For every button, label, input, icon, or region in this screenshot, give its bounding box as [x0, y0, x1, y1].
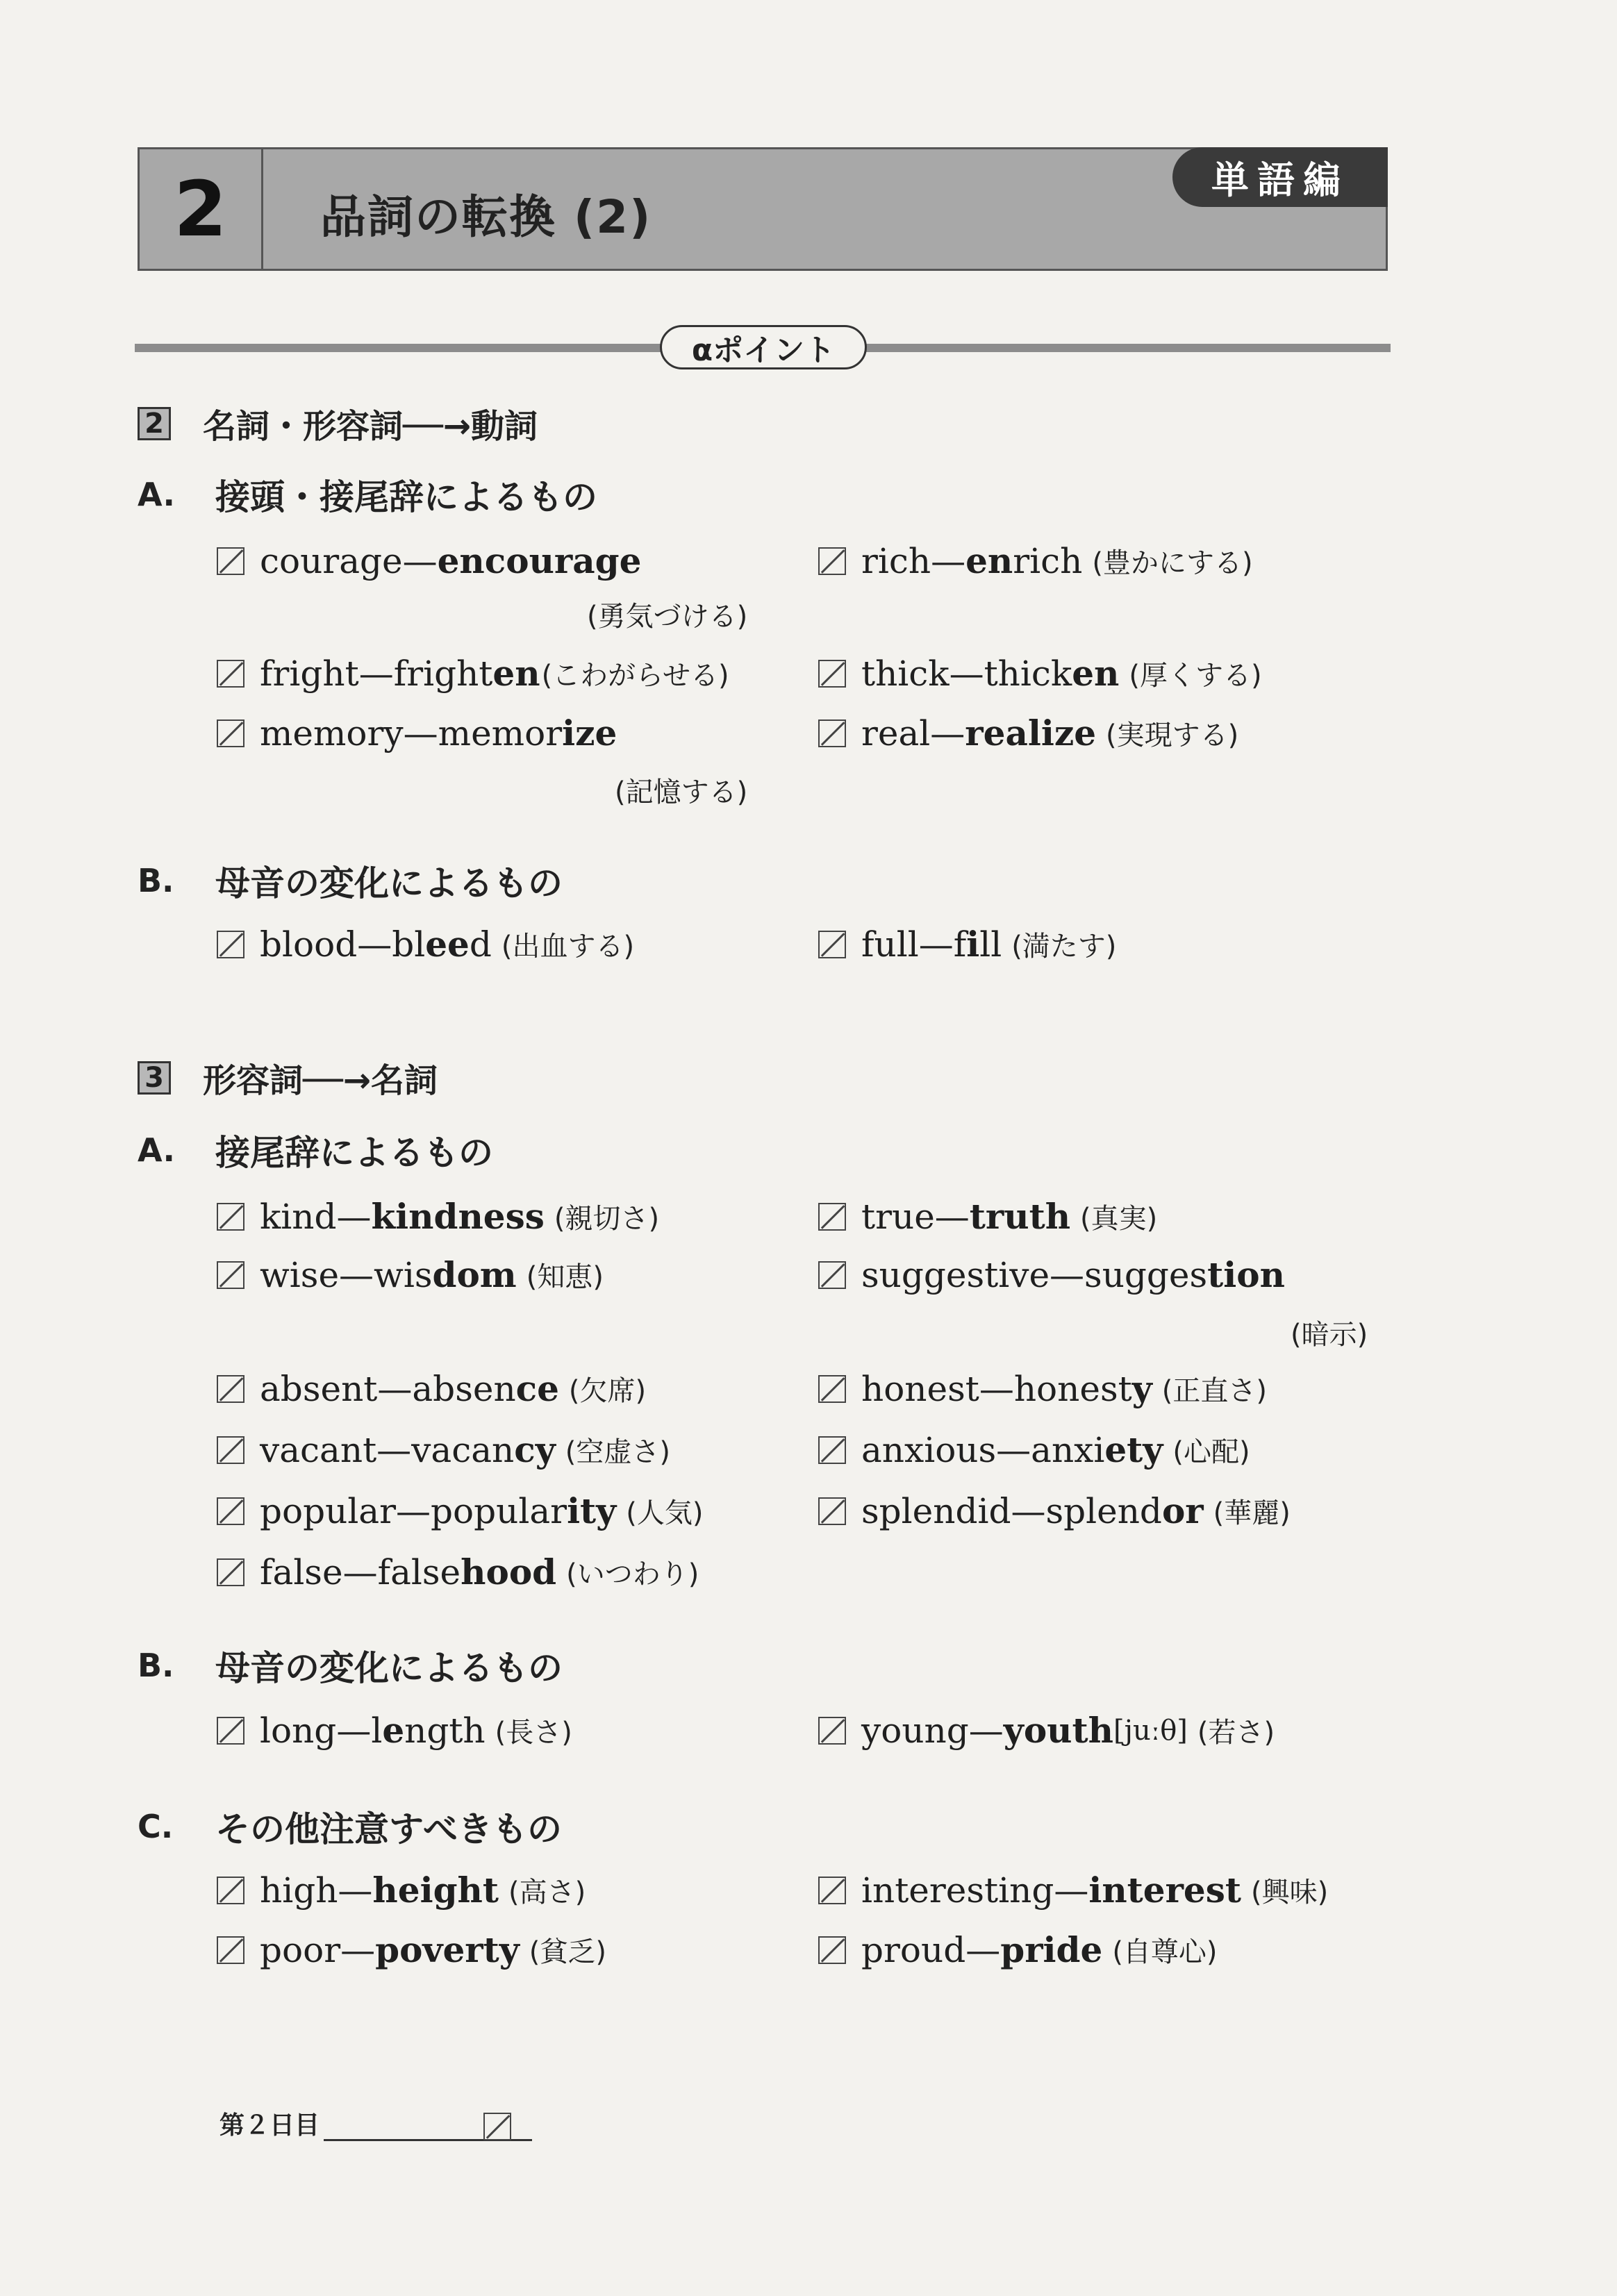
word-entry	[217, 924, 634, 965]
subsection-title: 接尾辞によるもの	[215, 1133, 493, 1173]
derived-suffix: ity	[567, 1490, 617, 1531]
word-entry	[217, 1552, 699, 1592]
day-checkbox[interactable]	[483, 2113, 511, 2140]
word-entry	[217, 1196, 659, 1237]
dash: —	[402, 540, 438, 581]
word-entry	[818, 924, 1116, 965]
meaning: (人気)	[626, 1497, 704, 1529]
base-word: courage	[260, 540, 403, 581]
meaning: (満たす)	[1011, 931, 1117, 963]
subsection-letter: B.	[138, 1647, 174, 1684]
meaning: (正直さ)	[1161, 1375, 1267, 1407]
derived-word: poverty	[375, 1929, 520, 1970]
base-word: wise	[260, 1254, 340, 1295]
checkbox[interactable]	[217, 1203, 244, 1231]
dash: —	[336, 1196, 372, 1237]
word-entry	[818, 1196, 1157, 1237]
dash: —	[339, 1254, 374, 1295]
checkbox[interactable]	[217, 1558, 244, 1586]
derived-stem: sugges	[1084, 1254, 1208, 1295]
meaning: (記憶する)	[615, 776, 748, 808]
checkbox[interactable]	[818, 1436, 846, 1464]
word-entry	[217, 1870, 586, 1911]
derived-suffix: ize	[562, 713, 617, 754]
checkbox[interactable]	[217, 1717, 244, 1745]
subsection-letter: B.	[138, 862, 174, 899]
word-entry	[818, 1490, 1291, 1531]
day-footer	[219, 2106, 532, 2141]
dash: —	[357, 924, 392, 965]
changed-vowel: ee	[425, 924, 470, 965]
derived-stem: anxi	[1031, 1429, 1105, 1470]
dash: —	[930, 713, 965, 754]
derived-stem: tru	[969, 1196, 1029, 1237]
changed-vowel: e	[382, 1710, 405, 1751]
derived-stem: memor	[438, 713, 563, 754]
section-title: 名詞・形容詞──→動詞	[203, 407, 538, 446]
derived-suffix: cy	[514, 1429, 556, 1470]
pronunciation: [juːθ]	[1113, 1714, 1188, 1747]
word-entry	[217, 1929, 606, 1970]
derived-part: d	[469, 924, 492, 965]
derived-stem: honest	[1013, 1368, 1132, 1409]
checkbox[interactable]	[818, 1497, 846, 1525]
checkbox[interactable]	[818, 1936, 846, 1964]
meaning: (高さ)	[508, 1877, 586, 1908]
derived-stem: rich	[1013, 540, 1083, 581]
dash: —	[1050, 1254, 1085, 1295]
checkbox[interactable]	[217, 1497, 244, 1525]
derived-stem: vacan	[411, 1429, 515, 1470]
checkbox[interactable]	[217, 719, 244, 747]
dash: —	[342, 1552, 378, 1592]
word-entry	[217, 540, 641, 581]
word-entry	[818, 1429, 1250, 1470]
base-word: memory	[260, 713, 404, 754]
meaning: (長さ)	[495, 1717, 572, 1749]
word-entry	[818, 653, 1262, 694]
day-label: 第２日目	[219, 2111, 320, 2140]
section-2-heading	[138, 399, 538, 447]
checkbox[interactable]	[217, 931, 244, 958]
derived-stem: splend	[1045, 1490, 1162, 1531]
derived-suffix: y	[1131, 1368, 1152, 1409]
checkbox[interactable]	[818, 660, 846, 688]
meaning: (厚くする)	[1129, 660, 1262, 692]
checkbox[interactable]	[217, 660, 244, 688]
meaning: (興味)	[1250, 1877, 1329, 1908]
base-word: thick	[861, 653, 950, 694]
derived-part: f	[953, 924, 967, 965]
derived-part: ll	[979, 924, 1002, 965]
dash: —	[358, 653, 394, 694]
base-word: real	[861, 713, 931, 754]
subsection-3a-heading	[138, 1125, 493, 1175]
section-badge: 単語編	[1172, 147, 1388, 207]
derived-word: pride	[1000, 1929, 1103, 1970]
checkbox[interactable]	[818, 1261, 846, 1289]
subsection-letter: A.	[138, 1131, 175, 1169]
dash: —	[403, 713, 438, 754]
checkbox[interactable]	[217, 1261, 244, 1289]
changed-vowel: i	[966, 924, 980, 965]
checkbox[interactable]	[217, 1436, 244, 1464]
derived-suffix: en	[1072, 653, 1120, 694]
word-entry	[818, 1368, 1267, 1409]
chapter-title: 品詞の転換 (2)	[320, 190, 652, 244]
word-entry	[217, 1429, 670, 1470]
meaning: (知恵)	[526, 1261, 604, 1293]
chapter-header	[138, 147, 1388, 271]
chapter-number: 2	[140, 149, 263, 269]
meaning: (華麗)	[1213, 1497, 1291, 1529]
base-word: absent	[260, 1368, 378, 1409]
dash: —	[918, 924, 954, 965]
base-word: fright	[260, 653, 359, 694]
base-word: proud	[861, 1929, 966, 1970]
dash: —	[968, 1710, 1004, 1751]
meaning: (空虚さ)	[565, 1436, 670, 1468]
derived-suffix: or	[1161, 1490, 1204, 1531]
dash: —	[934, 1196, 970, 1237]
meaning: (暗示)	[1291, 1319, 1368, 1351]
dash: —	[340, 1929, 376, 1970]
meaning: (親切さ)	[554, 1203, 660, 1235]
base-word: false	[260, 1552, 343, 1592]
dash: —	[376, 1429, 412, 1470]
word-entry	[217, 1254, 604, 1295]
checkbox[interactable]	[217, 1375, 244, 1403]
derived-stem: absen	[412, 1368, 516, 1409]
base-word: honest	[861, 1368, 979, 1409]
word-entry	[818, 1710, 1275, 1751]
base-word: popular	[260, 1490, 397, 1531]
subsection-title: 母音の変化によるもの	[215, 1648, 563, 1688]
derived-word: encourage	[437, 540, 642, 581]
dash: —	[1054, 1870, 1089, 1911]
day-date-line	[324, 2111, 532, 2141]
word-entry	[217, 1368, 646, 1409]
subsection-letter: A.	[138, 476, 175, 513]
subsection-3c-heading	[138, 1802, 562, 1852]
derived-word: youth	[1003, 1710, 1113, 1751]
base-word: rich	[861, 540, 931, 581]
derived-prefix: en	[965, 540, 1013, 581]
dash: —	[396, 1490, 431, 1531]
subsection-title: その他注意すべきもの	[215, 1809, 562, 1849]
meaning: (出血する)	[501, 931, 635, 963]
derived-part: bl	[392, 924, 426, 965]
dash: —	[996, 1429, 1031, 1470]
dash: —	[338, 1870, 373, 1911]
derived-suffix: tion	[1207, 1254, 1285, 1295]
subsection-3b-heading	[138, 1640, 563, 1690]
base-word: interesting	[861, 1870, 1054, 1911]
section-number: 3	[138, 1061, 171, 1095]
derived-stem: kind	[371, 1196, 458, 1237]
derived-stem: thick	[984, 653, 1072, 694]
dash: —	[979, 1368, 1014, 1409]
word-entry	[217, 1710, 572, 1751]
checkbox[interactable]	[217, 1877, 244, 1904]
meaning: (自尊心)	[1112, 1936, 1218, 1968]
word-entry	[818, 713, 1238, 754]
base-word: anxious	[861, 1429, 997, 1470]
section-3-heading	[138, 1054, 438, 1101]
derived-suffix: ce	[515, 1368, 559, 1409]
meaning: (いつわり)	[566, 1558, 699, 1590]
meaning: (欠席)	[568, 1375, 647, 1407]
derived-suffix: ize	[1040, 713, 1097, 754]
checkbox[interactable]	[818, 1717, 846, 1745]
word-entry	[818, 540, 1253, 581]
derived-suffix: th	[1029, 1196, 1071, 1237]
meaning: (こわがらせる)	[541, 660, 729, 692]
meaning: (実現する)	[1106, 719, 1239, 751]
word-entry	[818, 1870, 1328, 1911]
word-entry	[217, 713, 617, 754]
checkbox[interactable]	[217, 547, 244, 575]
derived-stem: popular	[431, 1490, 567, 1531]
derived-suffix: hood	[461, 1552, 557, 1592]
derived-word: height	[372, 1870, 499, 1911]
derived-suffix: ety	[1104, 1429, 1163, 1470]
subsection-letter: C.	[138, 1808, 174, 1845]
base-word: poor	[260, 1929, 341, 1970]
alpha-point-label: αポイント	[660, 325, 867, 369]
derived-stem: false	[377, 1552, 461, 1592]
derived-suffix: dom	[432, 1254, 517, 1295]
derived-part: ngth	[404, 1710, 486, 1751]
base-word: kind	[260, 1196, 337, 1237]
word-entry	[818, 1929, 1218, 1970]
meaning: (豊かにする)	[1092, 547, 1253, 579]
meaning: (真実)	[1080, 1203, 1158, 1235]
base-word: young	[861, 1710, 969, 1751]
section-title: 形容詞──→名詞	[203, 1061, 438, 1100]
dash: —	[336, 1710, 372, 1751]
base-word: suggestive	[861, 1254, 1050, 1295]
dash: —	[377, 1368, 413, 1409]
checkbox[interactable]	[818, 931, 846, 958]
base-word: long	[260, 1710, 337, 1751]
subsection-2b-heading	[138, 856, 563, 906]
base-word: high	[260, 1870, 338, 1911]
meaning: (若さ)	[1197, 1717, 1275, 1749]
word-entry	[217, 653, 729, 694]
derived-suffix: en	[492, 653, 540, 694]
checkbox[interactable]	[217, 1936, 244, 1964]
base-word: vacant	[260, 1429, 377, 1470]
subsection-title: 接頭・接尾辞によるもの	[215, 477, 597, 517]
word-entry	[818, 1254, 1285, 1295]
meaning: (貧乏)	[529, 1936, 607, 1968]
dash: —	[931, 540, 966, 581]
checkbox[interactable]	[818, 1877, 846, 1904]
base-word: full	[861, 924, 919, 965]
dash: —	[949, 653, 984, 694]
derived-part: l	[371, 1710, 383, 1751]
meaning: (心配)	[1172, 1436, 1250, 1468]
meaning: (勇気づける)	[587, 601, 748, 633]
word-entry	[217, 1490, 703, 1531]
checkbox[interactable]	[818, 719, 846, 747]
subsection-title: 母音の変化によるもの	[215, 863, 563, 904]
checkbox[interactable]	[818, 547, 846, 575]
derived-stem: real	[965, 713, 1041, 754]
dash: —	[1011, 1490, 1046, 1531]
subsection-2a-heading	[138, 469, 597, 519]
dash: —	[965, 1929, 1001, 1970]
derived-stem: fright	[393, 653, 493, 694]
derived-stem: wis	[374, 1254, 433, 1295]
checkbox[interactable]	[818, 1203, 846, 1231]
checkbox[interactable]	[818, 1375, 846, 1403]
derived-word: interest	[1088, 1870, 1241, 1911]
base-word: blood	[260, 924, 358, 965]
section-number: 2	[138, 407, 171, 440]
base-word: true	[861, 1196, 935, 1237]
base-word: splendid	[861, 1490, 1011, 1531]
derived-suffix: ness	[458, 1196, 545, 1237]
